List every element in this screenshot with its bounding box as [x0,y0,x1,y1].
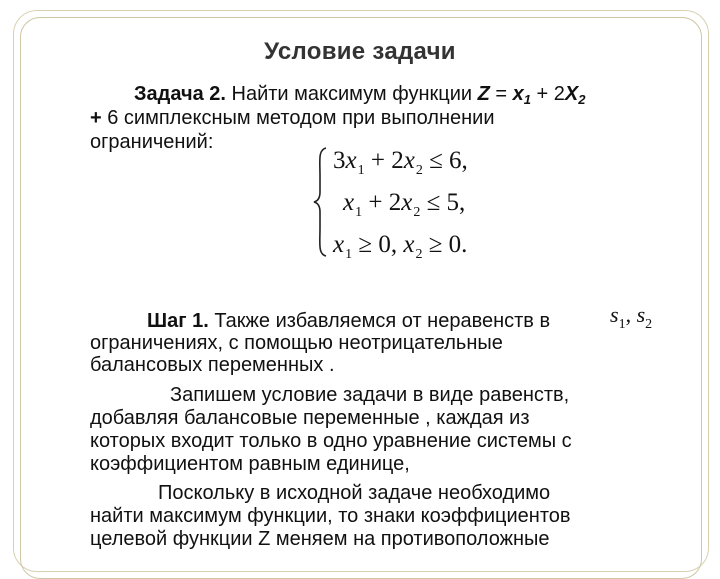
c2-x1: x [343,189,355,216]
constraint-3 [333,230,467,270]
task-line-2 [90,106,495,130]
para2-line-3: которых входит только в одно уравнение системы с [90,430,572,452]
c2-x2: x [401,189,413,216]
slack-s1: s [610,302,619,327]
objective-x2: X [564,83,579,105]
para2-line-4: коэффициентом равным единице, [90,453,410,475]
c2-x2-sub: 2 [413,205,421,220]
slack-s2-sub: 2 [645,317,653,332]
task-label: Задача 2. [134,83,226,105]
page-title: Условие задачи [264,38,456,65]
c1-coef: 3 [333,147,346,174]
system-brace [312,146,328,258]
c1-x2: x [403,147,415,174]
step1-label: Шаг 1. [147,310,209,332]
slack-s1-sub: 1 [618,317,626,332]
c3-mid: ≥ 0, [352,231,404,258]
c3-rhs: ≥ 0. [422,231,468,258]
c1-rhs: ≤ 6, [422,147,468,174]
step1-line-3: балансовых переменных . [90,354,335,376]
para2-line-1: Запишем условие задачи в виде равенств, [170,384,570,406]
step1-line-2: ограничениях, с помощью неотрицательные [90,332,503,354]
c1-plus: + 2 [364,147,404,174]
task-line-2-text: 6 симплексным методом при выполнении [101,107,495,129]
objective-x1: x [512,83,524,105]
task-text: Найти максимум функции [225,83,478,105]
c2-x1-sub: 1 [355,205,363,220]
task-line-3: ограничений: [90,131,214,153]
c3-x2-sub: 2 [415,247,423,262]
task-line-2-plus: + [90,107,102,129]
c1-x2-sub: 2 [415,163,423,178]
step1-text: Также избавляемся от неравенств в [208,310,551,332]
para3-line-2: найти максимум функции, то знаки коэффициентов [90,505,571,527]
slack-variables [610,302,652,333]
step1-line-1 [147,309,550,333]
c2-rhs: ≤ 5, [420,189,466,216]
objective-plus: + 2 [530,83,565,105]
c1-x1: x [345,147,357,174]
slack-s2: s [636,302,646,327]
objective-x2-sub: 2 [578,92,586,107]
constraint-1 [333,146,468,186]
c3-x2: x [403,231,415,258]
para2-line-2: добавляя балансовые переменные , каждая из [90,407,530,429]
c2-plus: + 2 [362,189,402,216]
objective-x1-sub: 1 [523,92,531,107]
objective-eq: = [489,83,513,105]
para3-line-3: целевой функции Z меняем на противоположные [90,528,550,550]
slack-comma: , [625,302,637,327]
c3-x1: x [333,231,345,258]
constraint-2 [343,188,465,228]
c3-x1-sub: 1 [345,247,353,262]
objective-z: Z [477,83,490,105]
c1-x1-sub: 1 [357,163,365,178]
para3-line-1: Поскольку в исходной задаче необходимо [158,482,551,504]
